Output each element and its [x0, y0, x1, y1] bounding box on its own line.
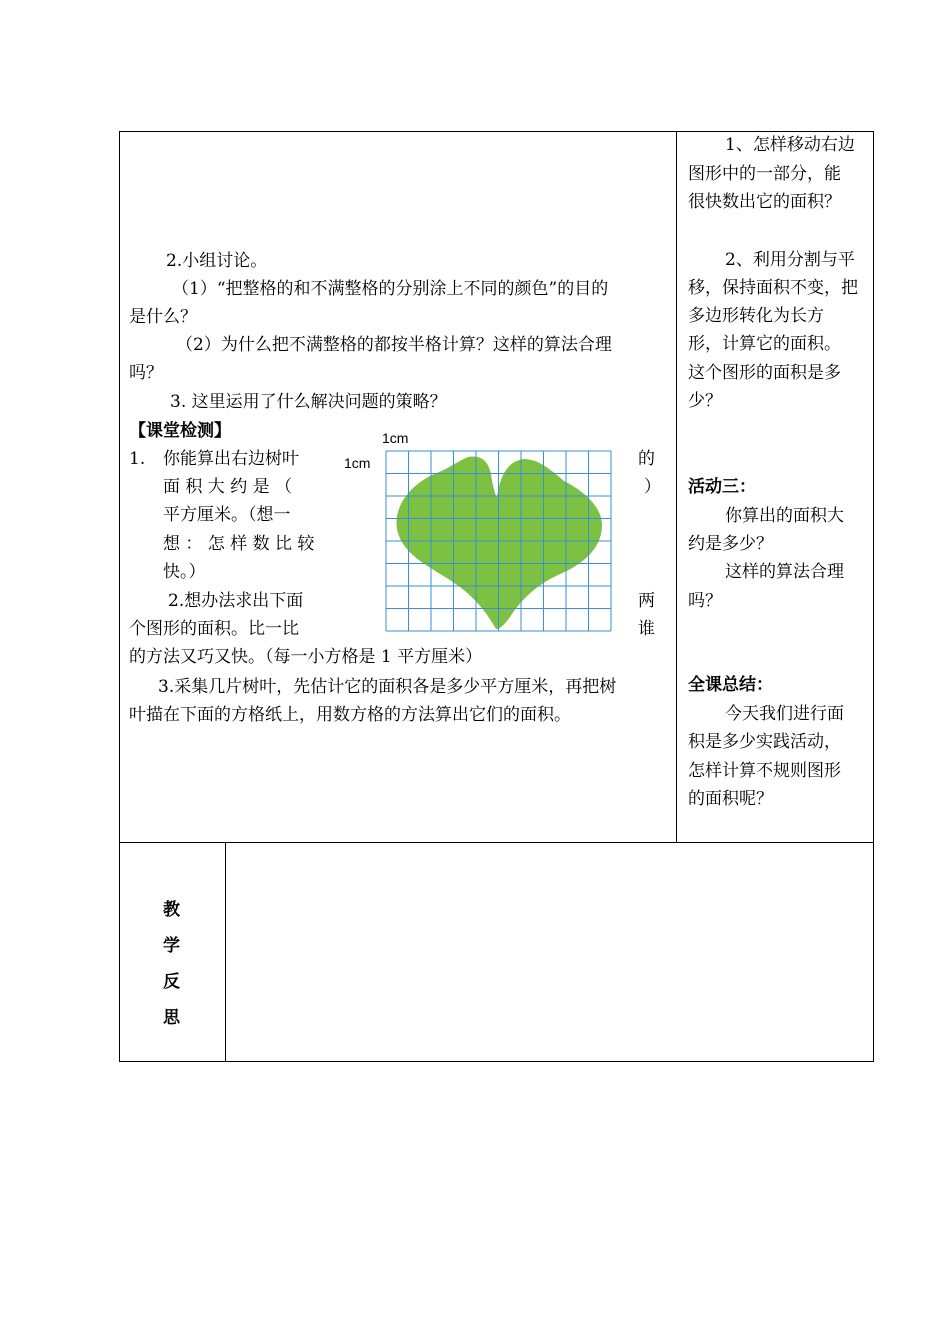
item-1-line-b: 面 积 大 约 是 （ [163, 477, 293, 497]
side-p1-line-3: 很快数出它的面积？ [688, 192, 841, 212]
reflection-char-1: 教 [163, 900, 180, 920]
activity-3-line-1: 你算出的面积大 [725, 506, 844, 526]
leaf-grid-svg [340, 425, 620, 635]
summary-line-2: 积是多少实践活动， [688, 732, 841, 752]
activity-3-line-2: 约是多少？ [688, 534, 773, 554]
item-2-line-c: 的方法又巧又快。（每一小方格是 1 平方厘米） [129, 647, 483, 667]
side-p2-line-2: 移，保持面积不变，把 [688, 278, 858, 298]
summary-line-1: 今天我们进行面 [725, 704, 844, 724]
grid-lines [386, 451, 611, 631]
table-border-bottom [119, 1061, 874, 1062]
check-heading: 【课堂检测】 [129, 421, 231, 441]
column-divider [676, 131, 677, 842]
activity-3-line-4: 吗？ [688, 591, 722, 611]
summary-line-4: 的面积呢？ [688, 789, 773, 809]
side-p1-line-1: 1、怎样移动右边 [725, 135, 855, 155]
summary-line-3: 怎样计算不规则图形 [688, 761, 841, 781]
item-1-line-d: 想 ： 怎 样 数 比 较 [163, 534, 315, 554]
discussion-title: 2.小组讨论。 [166, 251, 268, 271]
item-1-line-a: 你能算出右边树叶 [163, 449, 299, 469]
reflection-char-4: 思 [163, 1008, 180, 1028]
item-3-line-a: 3.采集几片树叶，先估计它的面积各是多少平方厘米，再把树 [158, 677, 617, 697]
item-1-line-e: 快。） [163, 562, 206, 582]
item-2-line-a-end: 两 [638, 591, 655, 611]
activity-3-heading: 活动三： [688, 477, 756, 497]
reflection-char-3: 反 [163, 972, 180, 992]
reflection-char-2: 学 [163, 936, 180, 956]
table-border-right [873, 131, 874, 1062]
side-p2-line-4: 形，计算它的面积。 [688, 334, 841, 354]
side-p2-line-6: 少？ [688, 391, 722, 411]
side-p1-line-2: 图形中的一部分，能 [688, 164, 841, 184]
question-2-line-1: （2）为什么把不满整格的都按半格计算？这样的算法合理 [176, 335, 612, 355]
item-2-line-a: 2.想办法求出下面 [168, 591, 304, 611]
side-p2-line-3: 多边形转化为长方 [688, 306, 824, 326]
side-p2-line-5: 这个图形的面积是多 [688, 363, 841, 383]
side-p2-line-1: 2、利用分割与平 [725, 250, 855, 270]
item-1-line-c: 平方厘米。（想一 [163, 505, 291, 525]
item-3-line-b: 叶描在下面的方格纸上，用数方格的方法算出它们的面积。 [129, 705, 571, 725]
reflection-divider [225, 842, 226, 1061]
question-2-line-2: 吗？ [129, 363, 163, 383]
scale-label-top: 1cm [382, 430, 409, 446]
activity-3-line-3: 这样的算法合理 [725, 562, 844, 582]
question-3: 3. 这里运用了什么解决问题的策略？ [170, 392, 447, 412]
item-1-line-b-end: ） [644, 477, 661, 497]
question-1-line-2: 是什么？ [129, 307, 197, 327]
leaf-grid-figure [340, 425, 620, 635]
item-2-line-b-end: 谁 [638, 619, 655, 639]
summary-heading: 全课总结： [688, 675, 773, 695]
question-1-line-1: （1）“把整格的和不满整格的分别涂上不同的颜色”的目的 [172, 279, 609, 299]
table-border-left [119, 131, 120, 1062]
leaf-shape [396, 457, 602, 629]
item-2-line-b: 个图形的面积。比一比 [129, 619, 299, 639]
item-1-number: 1. [129, 449, 146, 469]
table-border-middle [119, 842, 874, 843]
item-1-line-a-end: 的 [638, 449, 655, 469]
scale-label-left: 1cm [344, 455, 371, 471]
